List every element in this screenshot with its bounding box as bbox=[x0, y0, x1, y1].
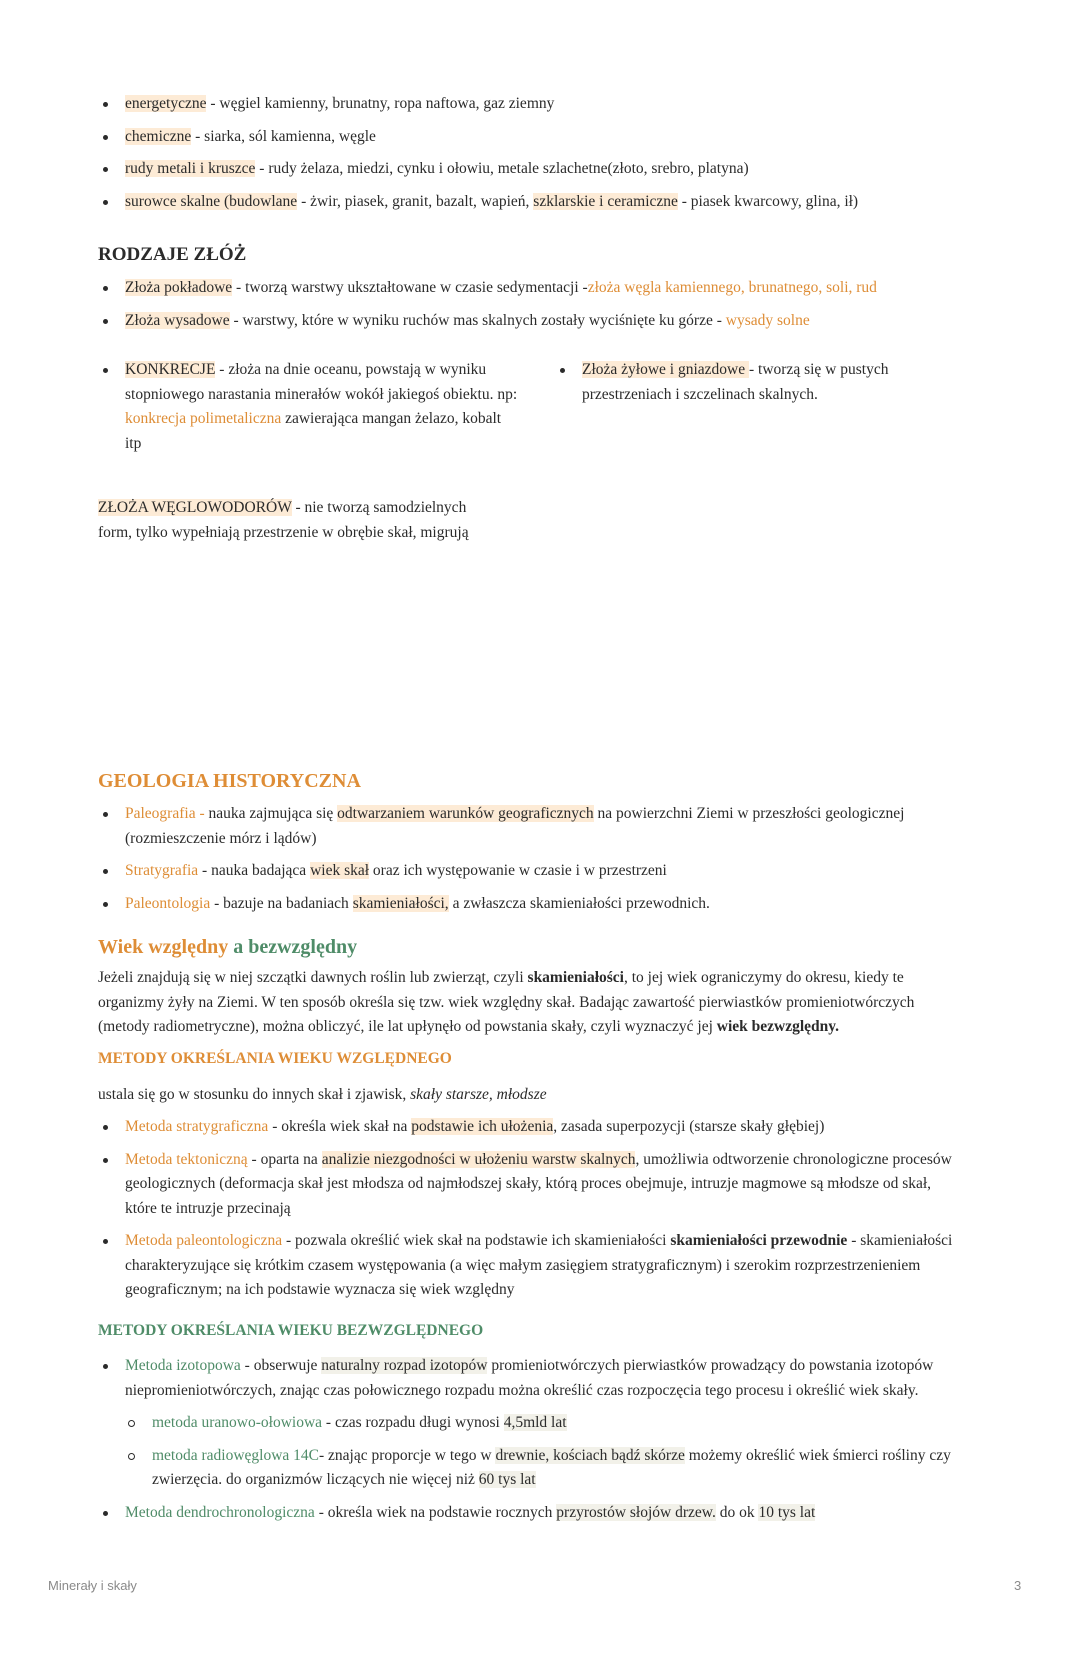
relative-methods-heading: METODY OKREŚLANIA WIEKU WZGLĘDNEGO bbox=[98, 1050, 452, 1067]
historical-geology-heading: GEOLOGIA HISTORYCZNA bbox=[98, 770, 361, 792]
list-item: Złoża pokładowe - tworzą warstwy ukształtowane w czasie sedymentacji -złoża węgla kamiennego, brunatnego, soli, rud bbox=[98, 276, 978, 301]
hydrocarbons-paragraph: ZŁOŻA WĘGLOWODORÓW - nie tworzą samodzielnych form, tylko wypełniają przestrzenie w obrębie skał, migrują bbox=[98, 499, 469, 541]
age-paragraph: Jeżeli znajdują się w niej szczątki dawnych roślin lub zwierząt, czyli skamieniałości, to jej wiek ograniczymy do okresu, kiedy te organizmy żyły na Ziemi. W ten sposób określa się tzw. wiek względny skał. Badając zawartość pierwiastków promieniotwórczych (metody radiometryczne), można obliczyć, ile lat upłynęło od powstania skały, czyli wyznaczyć jej wiek bezwzględny. bbox=[98, 969, 915, 1035]
list-item: chemiczne - siarka, sól kamienna, węgle bbox=[98, 125, 978, 150]
list-item: Metoda izotopowa - obserwuje naturalny rozpad izotopów promieniotwórczych pierwiastków prowadzący do powstania izotopów niepromieniotwórczych, znając czas połowicznego rozpadu można określić czas rozpoczęcia tego procesu i określić wiek skały. metoda uranowo-ołowiowa - czas rozpadu długi wynosi 4,5mld lat metoda radiowęglowa 14C- znając proporcje w tego w drewnie, kościach bądź skórze możemy określić wiek śmierci rośliny czy zwierzęcia. do organizmów liczących nie więcej niż 60 tys lat bbox=[98, 1354, 978, 1493]
deposit-types-list bbox=[98, 276, 978, 333]
absolute-methods-heading: METODY OKREŚLANIA WIEKU BEZWZGLĘDNEGO bbox=[98, 1322, 484, 1339]
age-heading: Wiek względny a bezwzględny bbox=[98, 936, 358, 958]
list-item: Metoda stratygraficzna - określa wiek skał na podstawie ich ułożenia, zasada superpozycji (starsze skały głębiej) bbox=[98, 1115, 958, 1140]
list-item: Metoda paleontologiczna - pozwala określić wiek skał na podstawie ich skamieniałości skamieniałości przewodnie - skamieniałości charakteryzujące się krótkim czasem występowania (a więc małym zasięgiem stratygraficznym) i szerokim rozprzestrzenieniem geograficznym; na ich podstawie wyznacza się wiek względny bbox=[98, 1229, 958, 1303]
relative-methods-intro: ustala się go w stosunku do innych skał i zjawisk, skały starsze, młodsze bbox=[98, 1086, 547, 1103]
list-item: Złoża wysadowe - warstwy, które w wyniku ruchów mas skalnych zostały wyciśnięte ku górze - wysady solne bbox=[98, 309, 978, 334]
veins-list bbox=[555, 358, 955, 407]
deposit-types-heading: RODZAJE ZŁÓŻ bbox=[98, 244, 247, 265]
list-item: Paleografia - nauka zajmująca się odtwarzaniem warunków geograficznych na powierzchni Ziemi w przeszłości geologicznej (rozmieszczenie mórz i lądów) bbox=[98, 802, 958, 851]
list-item: KONKRECJE - złoża na dnie oceanu, powstają w wyniku stopniowego narastania minerałów wokół jakiegoś obiektu. np: konkrecja polimetaliczna zawierająca mangan żelazo, kobalt itp bbox=[98, 358, 518, 456]
list-item: Stratygrafia - nauka badająca wiek skał oraz ich występowanie w czasie i w przestrzeni bbox=[98, 859, 958, 884]
absolute-methods-list bbox=[98, 1354, 978, 1525]
list-item: metoda uranowo-ołowiowa - czas rozpadu długi wynosi 4,5mld lat bbox=[125, 1411, 965, 1436]
footer-page-number: 3 bbox=[1014, 1578, 1022, 1593]
raw-materials-list bbox=[98, 92, 978, 214]
list-item: energetyczne - węgiel kamienny, brunatny, ropa naftowa, gaz ziemny bbox=[98, 92, 978, 117]
list-item: Złoża żyłowe i gniazdowe - tworzą się w pustych przestrzeniach i szczelinach skalnych. bbox=[555, 358, 955, 407]
list-item: metoda radiowęglowa 14C- znając proporcje w tego w drewnie, kościach bądź skórze możemy określić wiek śmierci rośliny czy zwierzęcia. do organizmów liczących nie więcej niż 60 tys lat bbox=[125, 1444, 965, 1493]
list-item: surowce skalne (budowlane - żwir, piasek, granit, bazalt, wapień, szklarskie i ceramiczne - piasek kwarcowy, glina, ił) bbox=[98, 190, 978, 215]
list-item: Paleontologia - bazuje na badaniach skamieniałości, a zwłaszcza skamieniałości przewodnich. bbox=[98, 892, 958, 917]
list-item: rudy metali i kruszce - rudy żelaza, miedzi, cynku i ołowiu, metale szlachetne(złoto, srebro, platyna) bbox=[98, 157, 978, 182]
relative-methods-list bbox=[98, 1115, 958, 1303]
concretions-list bbox=[98, 358, 518, 456]
footer-title: Minerały i skały bbox=[48, 1578, 137, 1593]
list-item: Metoda dendrochronologiczna - określa wiek na podstawie rocznych przyrostów słojów drzew. do ok 10 tys lat bbox=[98, 1501, 978, 1526]
list-item: Metoda tektoniczną - oparta na analizie niezgodności w ułożeniu warstw skalnych, umożliwia odtworzenie chronologiczne procesów geologicznych (deformacja skał jest młodsza od najmłodszej skały, którą proces obejmuje, intruzje magmowe są młodsze od skał, które te intruzje przecinają bbox=[98, 1148, 958, 1222]
isotope-sublist bbox=[125, 1411, 965, 1493]
historical-geology-list bbox=[98, 802, 958, 916]
